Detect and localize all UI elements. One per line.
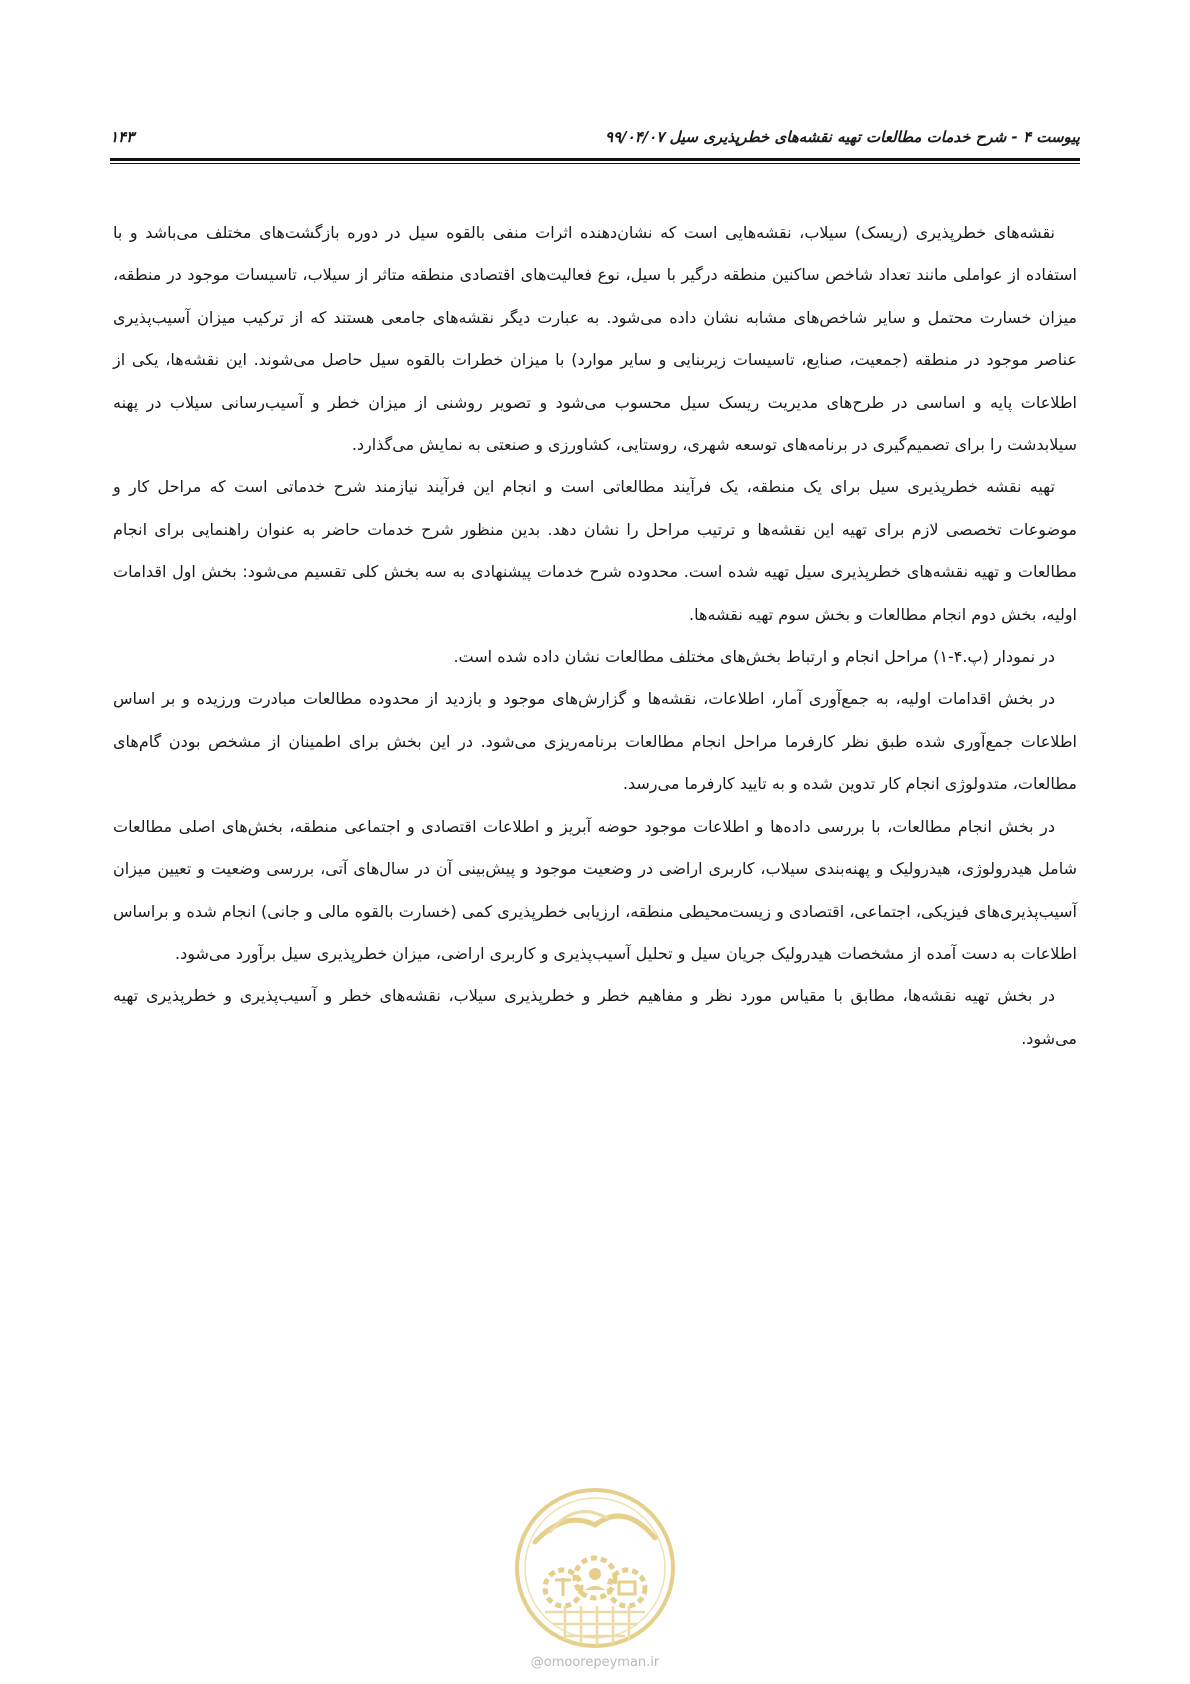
paragraph-maps: در بخش تهیه نقشه‌ها، مطابق با مقیاس مورد نظر و مفاهیم خطر و خطرپذیری سیلاب، نقشه‌های خطر و آسیب‌پذیری و خطرپذیری تهیه می‌شود.	[113, 986, 1077, 1048]
paragraph-definition: نقشه‌های خطرپذیری (ریسک) سیلاب، نقشه‌هایی است که نشان‌دهنده اثرات منفی بالقوه سیل در دوره بازگشت‌های مختلف می‌باشد و با استفاده از عواملی مانند تعداد شاخص ساکنین منطقه درگیر با سیل، نوع فعالیت‌های اقتصادی منطقه متاثر از سیلاب، تاسیسات موجود در منطقه، میزان خسارت محتمل و سایر شاخص‌های مشابه نشان داده می‌شود. به عبارت دیگر نقشه‌های جامعی هستند که از ترکیب میزان آسیب‌پذیری عناصر موجود در منطقه (جمعیت، صنایع، تاسیسات زیربنایی و سایر موارد) با میزان خطرات بالقوه سیل حاصل می‌شوند. این نقشه‌ها، یکی از اطلاعات پایه و اساسی در طرح‌های مدیریت ریسک سیل محسوب می‌شود و تصویر روشنی از میزان خطر و آسیب‌رسانی سیلاب در پهنه سیلابدشت را برای تصمیم‌گیری در برنامه‌های توسعه شهری، روستایی، کشاورزی و صنعتی به نمایش می‌گذارد.	[113, 223, 1077, 455]
watermark: @omoorepeyman.ir	[530, 1655, 660, 1670]
body-text	[113, 212, 1077, 1060]
header-divider	[110, 158, 1080, 164]
page-header	[110, 124, 1080, 154]
page-number: ۱۴۳	[110, 128, 135, 146]
paragraph-studies: در بخش انجام مطالعات، با بررسی داده‌ها و اطلاعات موجود حوضه آبریز و اطلاعات اقتصادی و اجتماعی منطقه، بخش‌های اصلی مطالعات شامل هیدرولوژی، هیدرولیک و پهنه‌بندی سیلاب، کاربری اراضی در وضعیت موجود و پیش‌بینی آن در سال‌های آتی، بررسی وضعیت و تعیین میزان آسیب‌پذیری‌های فیزیکی، اجتماعی، اقتصادی و زیست‌محیطی منطقه، ارزیابی خطرپذیری کمی (خسارت بالقوه مالی و جانی) انجام شده و براساس اطلاعات به دست آمده از مشخصات هیدرولیک جریان سیل و تحلیل آسیب‌پذیری و کاربری اراضی، میزان خطرپذیری سیل برآورد می‌شود.	[113, 816, 1077, 963]
running-title: پیوست ۴ - شرح خدمات مطالعات تهیه نقشه‌های خطرپذیری سیل ۹۹/۰۴/۰۷	[605, 128, 1080, 146]
paragraph-scope: تهیه نقشه خطرپذیری سیل برای یک منطقه، یک فرآیند مطالعاتی است و انجام این فرآیند نیازمند شرح خدماتی است که مراحل کار و موضوعات تخصصی لازم برای تهیه این نقشه‌ها و ترتیب مراحل را نشان دهد. بدین منظور شرح خدمات حاضر به عنوان راهنمایی برای انجام مطالعات و تهیه نقشه‌های خطرپذیری سیل تهیه شده است. محدوده شرح خدمات پیشنهادی به سه بخش کلی تقسیم می‌شود: بخش اول اقدامات اولیه، بخش دوم انجام مطالعات و بخش سوم تهیه نقشه‌ها.	[113, 477, 1077, 624]
publisher-logo-icon	[495, 1480, 695, 1680]
paragraph-initial-actions: در بخش اقدامات اولیه، به جمع‌آوری آمار، اطلاعات، نقشه‌ها و گزارش‌های موجود و بازدید از محدوده مطالعات مبادرت ورزیده و بر اساس اطلاعات جمع‌آوری شده طبق نظر کارفرما مراحل انجام مطالعات برنامه‌ریزی می‌شود. در این بخش برای اطمینان از مشخص بودن گام‌های مطالعات، متدولوژی انجام کار تدوین شده و به تایید کارفرما می‌رسد.	[113, 689, 1077, 794]
paragraph-diagram-ref: در نمودار (پ.۴-۱) مراحل انجام و ارتباط بخش‌های مختلف مطالعات نشان داده شده است.	[453, 647, 1055, 667]
